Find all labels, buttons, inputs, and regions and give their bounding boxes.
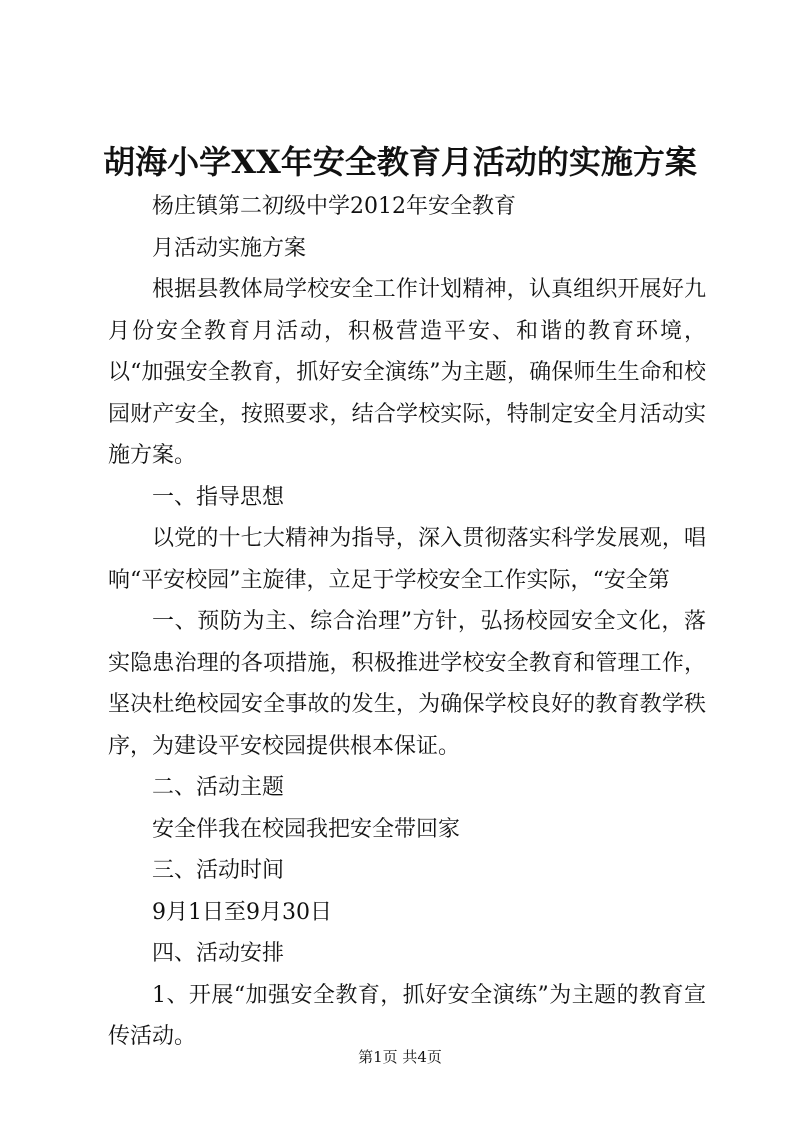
section-heading-activity-theme: 二、活动主题 bbox=[152, 775, 285, 800]
paragraph-school-name: 杨庄镇第二初级中学2012年安全教育 bbox=[152, 194, 516, 219]
paragraph-activity-arrangement-1: 1、开展“加强安全教育，抓好安全演练”为主题的教育宣传活动。 bbox=[108, 982, 706, 1049]
paragraph-guiding-ideology-continued: 一、预防为主、综合治理”方针，弘扬校园安全文化，落实隐患治理的各项措施，积极推进学校安全教育和管理工作，坚决杜绝校园安全事故的发生，为确保学校良好的教育教学秩序，为建设平安校园提供根本保证。 bbox=[108, 609, 706, 759]
paragraph-introduction: 根据县教体局学校安全工作计划精神，认真组织开展好九月份安全教育月活动，积极营造平安、和谐的教育环境，以“加强安全教育，抓好安全演练”为主题，确保师生生命和校园财产安全，按照要求，结合学校实际，特制定安全月活动实施方案。 bbox=[108, 277, 706, 468]
paragraph-activity-theme: 安全伴我在校园我把安全带回家 bbox=[152, 816, 461, 842]
paragraph-plan-name: 月活动实施方案 bbox=[152, 235, 307, 261]
paragraph-guiding-ideology: 以党的十七大精神为指导，深入贯彻落实科学发展观，唱响“平安校园”主旋律，立足于学校安全工作实际，“安全第 bbox=[108, 526, 706, 593]
paragraph-activity-time: 9月1日至9月30日 bbox=[152, 899, 332, 925]
document-title: 胡海小学XX年安全教育月活动的实施方案 bbox=[103, 143, 697, 181]
page-number-footer: 第1页 共4页 bbox=[358, 1048, 442, 1066]
document-body bbox=[108, 186, 706, 1058]
section-heading-guiding-ideology: 一、指导思想 bbox=[152, 484, 285, 510]
section-heading-activity-time: 三、活动时间 bbox=[152, 858, 285, 883]
section-heading-activity-arrangement: 四、活动安排 bbox=[152, 941, 285, 966]
